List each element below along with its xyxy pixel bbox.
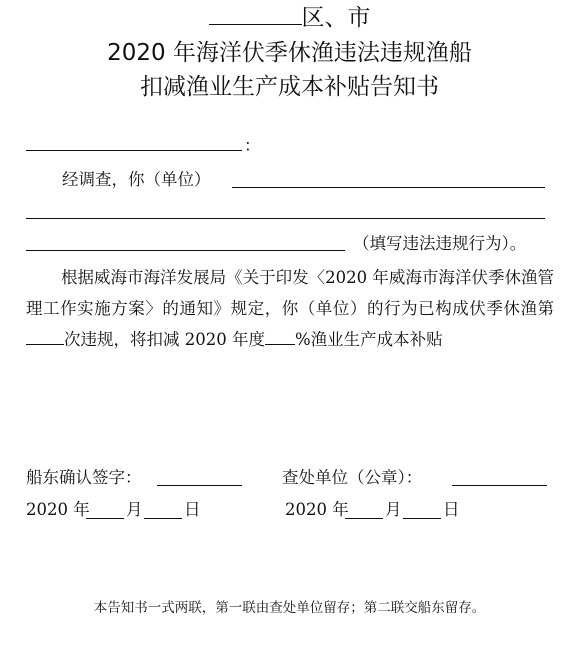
owner-signature-label: 船东确认签字：: [26, 468, 142, 487]
notice-middle: 次违规，将扣减 2020 年度: [64, 330, 265, 349]
salutation-colon: ：: [244, 136, 261, 155]
deduction-percent-blank[interactable]: [265, 328, 295, 345]
title-line-3: 扣减渔业生产成本补贴告知书: [140, 74, 439, 100]
owner-date-month: 月: [126, 500, 143, 519]
recipient-blank[interactable]: [26, 150, 242, 151]
violation-blank-2[interactable]: [26, 218, 545, 219]
owner-month-blank[interactable]: [86, 518, 124, 519]
footer-note: 本告知书一式两联，第一联由查处单位留存；第二联交船东留存。: [93, 600, 486, 616]
unit-date-month: 月: [385, 500, 402, 519]
notice-prefix: 根据威海市海洋发展局《关于印发〈2020 年威海市海洋伏季休渔管理工作实施方案〉的通知》规定，你（单位）的行为已构成伏季休渔第: [26, 268, 554, 318]
unit-seal-label: 查处单位（公章）：: [282, 468, 423, 487]
notice-paragraph: [26, 262, 554, 355]
violation-blank-1[interactable]: [232, 187, 545, 188]
title-line-1: [0, 3, 579, 33]
unit-day-blank[interactable]: [403, 518, 441, 519]
owner-signature-blank[interactable]: [157, 485, 242, 486]
title-district-suffix: 区、市: [301, 5, 371, 31]
unit-date-day: 日: [443, 500, 460, 519]
unit-date-year: 2020 年: [285, 500, 349, 519]
unit-seal-blank[interactable]: [452, 485, 547, 486]
unit-month-blank[interactable]: [345, 518, 383, 519]
owner-date-day: 日: [184, 500, 201, 519]
violation-count-blank[interactable]: [26, 328, 64, 345]
investigation-lead: 经调查，你（单位）: [62, 170, 211, 189]
violation-fill-hint: （填写违法违规行为）。: [353, 234, 527, 253]
district-blank[interactable]: [209, 3, 302, 25]
owner-day-blank[interactable]: [144, 518, 182, 519]
notice-suffix: %渔业生产成本补贴: [294, 330, 443, 349]
owner-date-year: 2020 年: [26, 500, 90, 519]
violation-blank-3[interactable]: [26, 250, 345, 251]
title-line-2: 2020 年海洋伏季休渔违法违规渔船: [107, 40, 472, 66]
